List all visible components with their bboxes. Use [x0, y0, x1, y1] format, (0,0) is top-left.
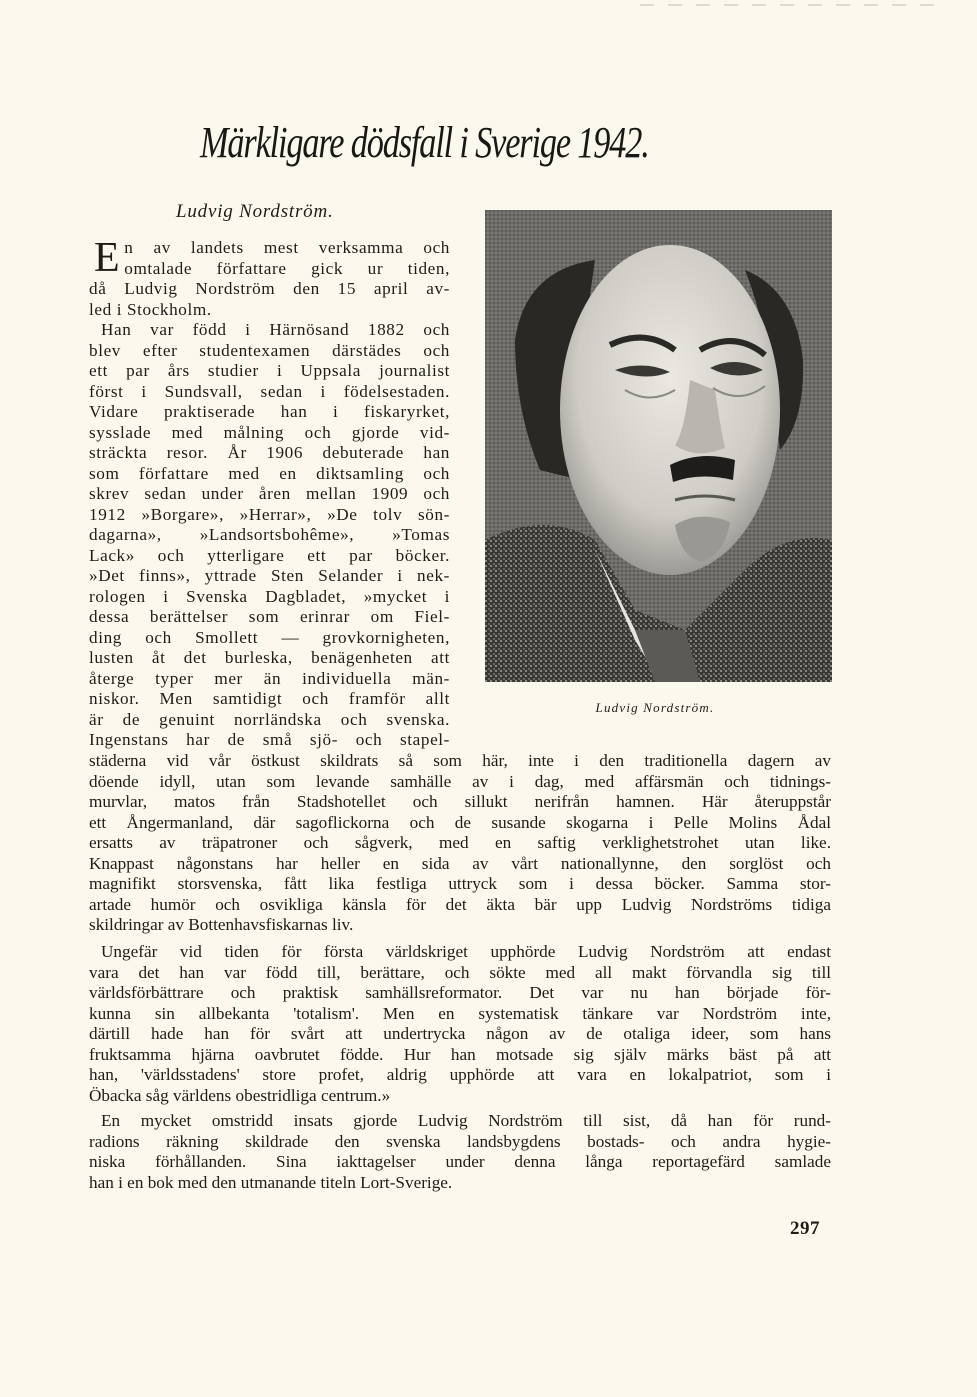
text-line: niskor. Men samtidigt och framför allt — [89, 689, 450, 708]
text-line: sysslade med målning och gjorde vid- — [89, 422, 450, 442]
text-line: vara det han var född till, berättare, och sökte med all makt förvandla sig till — [89, 962, 831, 982]
text-line: led i Stockholm. — [89, 299, 212, 319]
article-paragraph-2 — [89, 942, 831, 1106]
page-number: 297 — [790, 1218, 820, 1239]
text-line: magnifikt storsvenska, fått lika festliga uttryck som i dessa böcker. Samma stor- — [89, 874, 831, 893]
text-line: Ingenstans har de små sjö- och stapel- — [89, 730, 450, 749]
text-line: »Det finns», yttrade Sten Selander i nek- — [89, 566, 450, 585]
text-line: ett par års studier i Uppsala journalist — [89, 361, 450, 380]
text-line: skildringar av Bottenhavsfiskarnas liv. — [89, 915, 354, 934]
text-line: döende idyll, utan som levande samhälle av i dag, med affärsmän och tidnings- — [89, 771, 831, 791]
text-line: blev efter studentexamen därstädes och — [89, 340, 450, 360]
text-line: niska förhållanden. Sina iakttagelser under denna långa reportagefärd samlade — [89, 1152, 831, 1171]
text-line: lusten åt det burleska, benägenheten att — [89, 648, 450, 667]
text-line: då Ludvig Nordström den 15 april av- — [89, 279, 450, 298]
text-line: han i en bok med den utmanande titeln Lort-Sverige. — [89, 1172, 453, 1192]
text-line: därtill hade han för svårt att undertrycka någon av de otaliga ideer, som hans — [89, 1024, 831, 1043]
text-line: Öbacka såg världens obestridliga centrum.» — [89, 1085, 391, 1105]
text-line: n av landets mest verksamma och — [124, 238, 450, 257]
text-line: ding och Smollett — grovkornigheten, — [89, 627, 450, 647]
text-line: rologen i Svenska Dagbladet, »mycket i — [89, 586, 450, 606]
text-line: först i Sundsvall, sedan i födelsestaden. — [89, 381, 450, 401]
text-line: fruktsamma hjärna oavbrutet födde. Hur han motsade sig själv märks bäst på att — [89, 1044, 831, 1064]
article-subtitle: Ludvig Nordström. — [176, 201, 334, 222]
drop-cap: E — [94, 235, 121, 281]
text-line: ersatts av träpatroner och sågverk, med en saftig verklighetstrohet utan like. — [89, 833, 831, 852]
page-title: Märkligare dödsfall i Sverige 1942. — [200, 118, 649, 167]
text-line: världsförbättrare och praktisk samhällsreformator. Det var nu han började för- — [89, 983, 831, 1002]
text-line: städerna vid vår östkust skildrats så som här, inte i den traditionella dagern av — [89, 751, 831, 770]
portrait-image-icon — [485, 210, 832, 682]
text-line: omtalade författare gick ur tiden, — [124, 258, 450, 278]
text-line: återge typer mer än individuella män- — [89, 668, 450, 688]
text-line: Knappast någonstans har heller en sida av vårt nationallynne, den sorglöst och — [89, 853, 831, 873]
text-line: som författare med en diktsamling och — [89, 463, 450, 483]
text-line: 1912 »Borgare», »Herrar», »De tolv sön- — [89, 504, 450, 524]
text-line: dessa berättelser som erinrar om Fiel- — [89, 607, 450, 626]
text-line: artade humör och osvikliga känsla för det äkta bär upp Ludvig Nordströms tidiga — [89, 894, 831, 914]
text-line: är de genuint norrländska och svenska. — [89, 709, 450, 729]
text-line: Ungefär vid tiden för första världskriget upphörde Ludvig Nordström att endast — [101, 942, 831, 961]
text-line: En mycket omstridd insats gjorde Ludvig Nordström till sist, då han för rund- — [101, 1111, 831, 1130]
text-line: Vidare praktiserade han i fiskaryrket, — [89, 402, 450, 421]
text-line: han, 'världsstadens' store profet, aldrig upphörde att vara en lokalpatriot, som i — [89, 1065, 831, 1084]
article-column-left — [89, 235, 450, 751]
portrait-photo — [485, 210, 832, 682]
text-line: ett Ångermanland, där sagoflickorna och de susande skogarna i Pelle Molins Ådal — [89, 812, 831, 832]
article-paragraph-3 — [89, 1111, 831, 1193]
scan-edge-artifact — [640, 4, 940, 6]
text-line: kunna sin allbekanta 'totalism'. Men en systematisk tänkare var Nordström inte, — [89, 1003, 831, 1023]
text-line: sträckta resor. År 1906 debuterade han — [89, 443, 450, 462]
text-line: Han var född i Härnösand 1882 och — [101, 320, 450, 339]
article-paragraph-1-continued — [89, 751, 831, 936]
text-line: murvlar, matos från Stadshotellet och sillukt nerifrån hamnen. Här återuppstår — [89, 792, 831, 811]
text-line: dagarna», »Landsortsbohême», »Tomas — [89, 525, 450, 544]
text-line: skrev sedan under åren mellan 1909 och — [89, 484, 450, 503]
text-line: radions räkning skildrade den svenska landsbygdens bostads- och andra hygie- — [89, 1131, 831, 1151]
text-line: Lack» och ytterligare ett par böcker. — [89, 545, 450, 565]
photo-caption: Ludvig Nordström. — [595, 700, 715, 715]
